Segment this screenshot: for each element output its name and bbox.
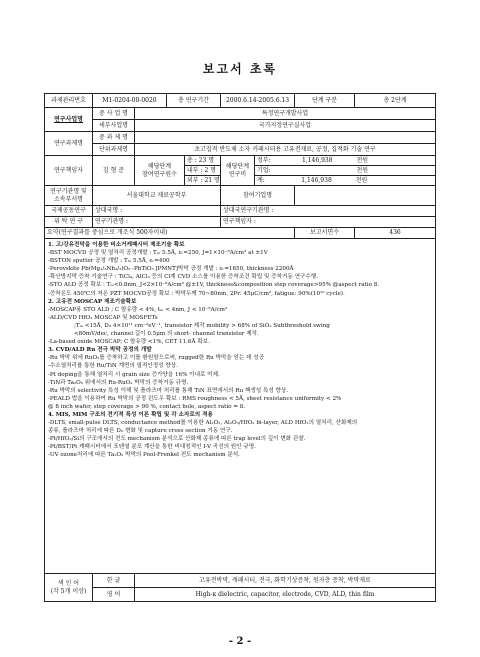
cost-label: 해당단계 연구비 — [221, 156, 255, 186]
index-kor-value: 고유전박막, 캐패시터, 전극, 화학기상증착, 원자층 증착, 박막재료 — [135, 574, 436, 588]
institution-label: 연구기관명 및 소속부서명 — [45, 186, 93, 206]
summary-line: 2. 고유전 MOSCAP 제조기술확보 — [48, 298, 137, 305]
summary-line: -UV ozone처리에 따른 Ta₂O₅ 박막의 Pool-Frenkel 전도 mechanism 분석. — [48, 452, 240, 459]
consign-institution: 연구기관명 : — [93, 217, 221, 228]
intl-country: 상대국명 : — [93, 206, 221, 217]
summary-line: -MOSCAP용 STO ALD ; C 함유량 < 4%, tₘ < 4nm, J < 10⁻⁸A/cm² — [48, 306, 228, 313]
unit-3: 천원 — [355, 177, 368, 184]
sub-project-value: 국가지정연구실사업 — [135, 120, 436, 132]
summary-line: 3. CVD/ALD Ru 전극 박막 공정의 개발 — [48, 347, 152, 354]
external-count: 21 명 — [204, 177, 220, 184]
summary-line: -Ru 박막 위에 RuO₂를 증착하고 이를 환원함으로써, rugged한 Ru 박막을 얻는 데 성공 — [48, 355, 265, 362]
intl-label: 국제공동연구 — [45, 206, 93, 217]
index-label: 색 인 어 (각 5개 이상) — [45, 574, 93, 602]
partner-value — [295, 186, 436, 206]
intl-institution: 상대국연구기관명 : — [221, 206, 436, 217]
stage-value: 총 2단계 — [355, 94, 436, 108]
summary-line: -Pt doping을 통해 열처리 시 grain size 증가양을 16% 이내로 억제. — [48, 371, 220, 378]
index-eng-label: 영 어 — [93, 588, 135, 602]
index-kor-label: 한 글 — [93, 574, 135, 588]
gov-value: 1,146,938 — [302, 157, 333, 164]
main-project-label: 중 사 업 명 — [93, 108, 135, 120]
researcher-name: 김 형 준 — [93, 156, 135, 186]
task-group-label: 연구과제명 — [45, 132, 93, 156]
gov-label: 정부: — [257, 157, 271, 164]
summary-line: -ALD/CVD HfO₂ MOSCAP 및 MOSFETs — [48, 314, 158, 321]
external-label: 외부 : — [187, 177, 203, 184]
summary-line: -증착온도 450℃의 저온 PZT MOCVD공정 확보 : 박막두께 70~80nm, 2Pr: 45μC/cm², fatigue: 90%(10¹⁰ cycle). — [48, 290, 345, 297]
summary-line: -TiN과 Ta₂O₅ 위에서의 Ru-RuO₂ 박막의 증착거동 규명. — [48, 379, 189, 386]
institution-value: 서울대학교 재료공학부 — [93, 186, 221, 206]
partner-label: 참여기업명 — [221, 186, 295, 206]
internal-label: 내부 : — [187, 167, 203, 174]
summary-line: -Ru 박막의 selectivity 특성 이해 및 플라즈마 처리를 통해 TiN 표면에서의 Ru 핵생성 특성 향상. — [48, 387, 289, 394]
summary-line: ;Tₘ <15Å, Dᵢₜ 4×10¹¹ cm⁻²eV⁻¹, transistor 제작 mobility > 68% of SiO₂ Subthreshold swing — [74, 322, 330, 329]
pages-label: 보고서면수 — [295, 228, 355, 239]
total-label: 총 : — [187, 157, 197, 164]
mgmt-no-value: M1-0204-00-0020 — [93, 94, 167, 108]
unit-2: 천원 — [356, 167, 369, 174]
internal-count: 2 명 — [204, 167, 216, 174]
summary-line: -Pt/HfO₂/Si의 구조에서의 전도 mechanism 분석으로 산화제 종류에 따른 trap level의 깊이 변화 관찰. — [48, 436, 306, 443]
unit-1: 천원 — [356, 157, 369, 164]
summary-line: @ 8 inch wafer, step coverage > 90 %, contact hole, aspect ratio = 8. — [48, 403, 246, 410]
main-project-value: 특정연구개발사업 — [135, 108, 436, 120]
participants-label: 해당단계 참여연구원수 — [135, 156, 185, 186]
researcher-label: 연구책임자 — [45, 156, 93, 186]
project-group-label: 연구사업명 — [45, 108, 93, 132]
mgmt-no-label: 과제관리번호 — [45, 94, 93, 108]
summary-header: 요약(연구결과를 중심으로 개조식 500자이내) — [45, 228, 295, 239]
participants-counts — [185, 156, 221, 186]
period-value: 2000.6.14-2005.6.13 — [221, 94, 295, 108]
sub-project-label: 세부사업명 — [93, 120, 135, 132]
summary-line: <80mV/dec, channel 길이 0.5μm 의 short- channel transistor 제작. — [74, 331, 259, 338]
report-form — [44, 93, 435, 602]
period-label: 총 연구기간 — [167, 94, 221, 108]
pages-value: 436 — [355, 228, 436, 239]
summary-lines — [48, 241, 432, 460]
stage-label: 단계 구분 — [295, 94, 355, 108]
summary-line: -STO ALD 공정 확보 : Tₘ<0.8nm, J<2×10⁻⁸A/cm² @±1V, thickness&composition step coverage>95% @aspect ratio 8. — [48, 282, 380, 289]
summary-line: 종류, 플라즈마 처리에 따른 Dᵢₜ 변화 및 capture cross section 거동 연구. — [48, 428, 233, 435]
summary-line: -PEALD 법을 이용하여 Ru 박막의 공정 윈도우 확보 : RMS roughness < 5Å, sheet resistance uniformity < 2% — [48, 395, 342, 402]
page-title: 보고서 초록 — [202, 62, 278, 76]
cost-values — [255, 156, 436, 186]
summary-line: -Perovskite Pb(Mg₁/₃Nb₂/₃)O₃ -PbTiO₃ [PMNT]박막 공정 개발 : εᵣ=1650, thickness 2200Å — [48, 266, 294, 273]
consign-lead: 연구책임자 : — [221, 217, 436, 228]
summary-line: -Pt/BST/Pt 캐패시터에서 포텐셜 분포 계산을 통한 비대칭적인 I-V 곡선의 원인 규명. — [48, 444, 256, 451]
consign-label: 위 탁 연 구 — [45, 217, 93, 228]
index-eng-value: High-κ dielectric, capacitor, electrode, CVD, ALD, thin film — [135, 588, 436, 602]
sum-value: 1,146,938 — [301, 177, 332, 184]
summary-line: -DLTS, small-pulse DLTS, conductance method를 이용한 Al₂O₃, Al₂O₃/HfO₂ bi-layer, ALD HfO₂의 열처리, 산화제의 — [48, 420, 358, 427]
corp-label: 기업: — [257, 167, 271, 174]
summary-line: -BST MOCVD 공정 및 열처리 공정개발 : Tₘ 5.5Å, εᵣ=250, J=1×10⁻⁸A/cm² at ±1V — [48, 250, 268, 257]
summary-body — [45, 239, 436, 574]
major-task-value — [135, 132, 436, 144]
form-table — [44, 93, 436, 602]
summary-line: -확산방지막 증착 기술연구 : TiCl₄, AlCl₃ 등의 Cl계 CVD 소스를 이용한 증착조건 확립 및 증착거동 연구수행. — [48, 274, 318, 281]
summary-line: -La-based oxide MOSCAP; C 함유량 <1%, CET 11.6Å 확보. — [48, 339, 210, 346]
page-number: - 2 - — [228, 636, 252, 647]
unit-task-value: 초고집적 반도체 소자 커패시터용 고유전재료, 공정, 집적화 기술 연구 — [135, 144, 436, 156]
summary-line: -BSTON sputter 공정 개발 : Tₘ 5.5Å, εᵣ=400 — [48, 258, 170, 265]
summary-line: -수소열처리를 통한 Ru/TiN 계면의 열적안정성 향상. — [48, 363, 178, 370]
major-task-label: 중 과 제 명 — [93, 132, 135, 144]
sum-label: 계: — [257, 177, 265, 184]
total-count: 23 명 — [198, 157, 214, 164]
summary-line: 1. 고/강유전막을 이용한 비소거캐패시터 제조기술 확보 — [48, 242, 185, 248]
unit-task-label: 단위과제명 — [93, 144, 135, 156]
summary-line: 4. MIS, MIM 구조의 전기적 특성 이론 확립 및 각 소자로의 적용 — [48, 411, 213, 418]
